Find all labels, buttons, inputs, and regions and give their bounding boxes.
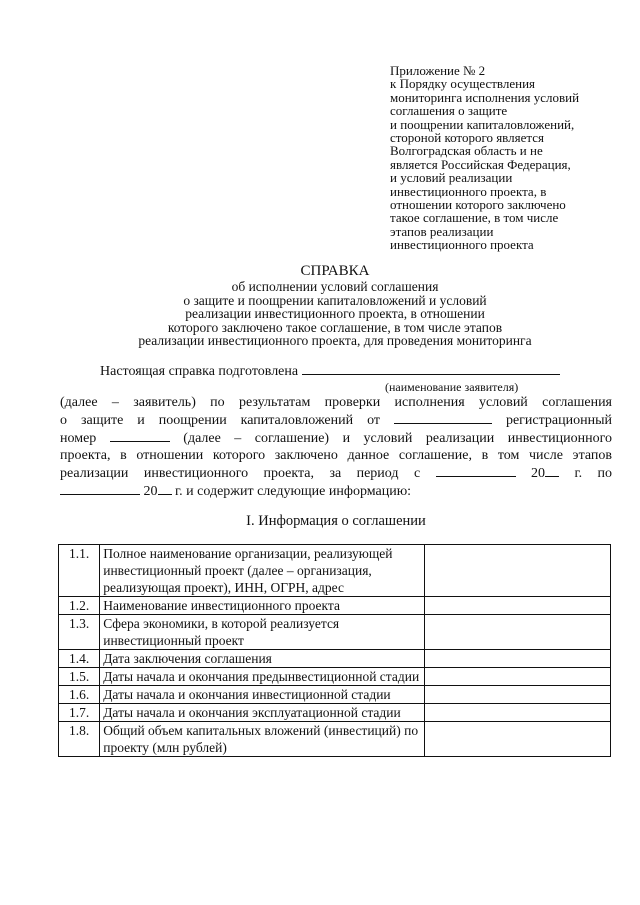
title-line: реализации инвестиционного проекта, в отношении: [185, 306, 485, 322]
period-end-year-blank[interactable]: [158, 482, 172, 495]
row-value-cell[interactable]: [424, 704, 610, 722]
period-start-year-blank[interactable]: [545, 464, 559, 477]
table-row: [59, 686, 611, 704]
intro-line: [60, 464, 612, 482]
row-label: Даты начала и окончания предынвестиционной стадии: [100, 668, 425, 686]
intro-line: [60, 482, 612, 500]
appendix-line: является Российская Федерация,: [390, 156, 571, 172]
intro-text: о защите и поощрении капиталовложений от: [60, 413, 381, 428]
title-line: реализации инвестиционного проекта, для проведения мониторинга: [138, 333, 532, 349]
document-title: [60, 263, 610, 348]
row-value-cell[interactable]: [424, 650, 610, 668]
title-line: об исполнении условий соглашения: [231, 279, 439, 294]
row-label: Общий объем капитальных вложений (инвестиций) по проекту (млн рублей): [100, 722, 425, 757]
agreement-info-table: [58, 544, 611, 757]
intro-text: г. по: [574, 466, 613, 481]
appendix-line: стороной которого является: [390, 130, 544, 146]
intro-text: реализации инвестиционного проекта, за период с: [60, 466, 421, 481]
intro-line: [60, 429, 612, 447]
appendix-line: мониторинга исполнения условий: [390, 89, 580, 105]
row-number: 1.5.: [59, 668, 100, 686]
table-row: [59, 615, 611, 650]
row-number: 1.8.: [59, 722, 100, 757]
section-title: I. Информация о соглашении: [246, 513, 426, 529]
applicant-name-blank[interactable]: [302, 362, 560, 375]
row-label: Сфера экономики, в которой реализуется инвестиционный проект: [100, 615, 425, 650]
title-line: которого заключено такое соглашение, в том числе этапов: [167, 319, 503, 335]
row-number: 1.4.: [59, 650, 100, 668]
intro-paragraph: [60, 362, 612, 500]
year-field: [531, 466, 559, 481]
row-label: Дата заключения соглашения: [100, 650, 425, 668]
row-number: 1.2.: [59, 597, 100, 615]
table-row: [59, 650, 611, 668]
intro-text: г. и содержит следующие информацию:: [175, 484, 412, 499]
appendix-line: и поощрении капиталовложений,: [390, 116, 575, 132]
row-number: 1.3.: [59, 615, 100, 650]
period-start-blank[interactable]: [436, 464, 516, 477]
appendix-line: соглашения о защите: [390, 103, 508, 119]
applicant-caption: (наименование заявителя): [385, 380, 519, 394]
prepared-text: Настоящая справка подготовлена: [100, 364, 299, 379]
intro-text: номер: [60, 431, 97, 446]
appendix-line: инвестиционного проекта, в: [390, 183, 547, 199]
intro-text: (далее – соглашение) и условий реализации инвестиционного: [183, 431, 612, 446]
appendix-line: этапов реализации: [390, 223, 494, 239]
row-number: 1.1.: [59, 545, 100, 597]
row-value-cell[interactable]: [424, 668, 610, 686]
appendix-line: и условий реализации: [390, 170, 513, 186]
table-row: [59, 668, 611, 686]
table-row: [59, 722, 611, 757]
table-row: [59, 704, 611, 722]
intro-line: проекта, в отношении которого заключено данное соглашение, в том числе этапов: [60, 448, 612, 463]
table-row: [59, 545, 611, 597]
registration-number-blank[interactable]: [110, 429, 170, 442]
row-value-cell[interactable]: [424, 686, 610, 704]
appendix-line: Волгоградская область и не: [390, 143, 543, 159]
appendix-line: такое соглашение, в том числе: [390, 210, 559, 226]
row-label: Наименование инвестиционного проекта: [100, 597, 425, 615]
appendix-line: к Порядку осуществления: [390, 76, 536, 92]
appendix-line: отношении которого заключено: [390, 197, 566, 213]
appendix-line: инвестиционного проекта: [390, 237, 534, 253]
intro-text: 20: [531, 466, 546, 481]
row-number: 1.6.: [59, 686, 100, 704]
row-value-cell[interactable]: [424, 545, 610, 597]
prepared-line: [60, 362, 612, 380]
intro-text: 20: [143, 484, 158, 499]
row-number: 1.7.: [59, 704, 100, 722]
row-label: Полное наименование организации, реализующей инвестиционный проект (далее – организация, реализующая проект), ИНН, ОГРН, адрес: [100, 545, 425, 597]
intro-line: (далее – заявитель) по результатам проверки исполнения условий соглашения: [60, 395, 612, 410]
period-end-blank[interactable]: [60, 482, 140, 495]
row-value-cell[interactable]: [424, 597, 610, 615]
intro-line: [60, 411, 612, 429]
appendix-header: [390, 64, 622, 252]
row-value-cell[interactable]: [424, 722, 610, 757]
table-row: [59, 597, 611, 615]
title-main: СПРАВКА: [300, 263, 370, 279]
row-label: Даты начала и окончания инвестиционной стадии: [100, 686, 425, 704]
row-label: Даты начала и окончания эксплуатационной стадии: [100, 704, 425, 722]
title-line: о защите и поощрении капиталовложений и условий: [183, 292, 487, 308]
intro-text: регистрационный: [505, 413, 613, 428]
appendix-line: Приложение № 2: [390, 63, 486, 78]
agreement-date-blank[interactable]: [394, 411, 492, 424]
row-value-cell[interactable]: [424, 615, 610, 650]
